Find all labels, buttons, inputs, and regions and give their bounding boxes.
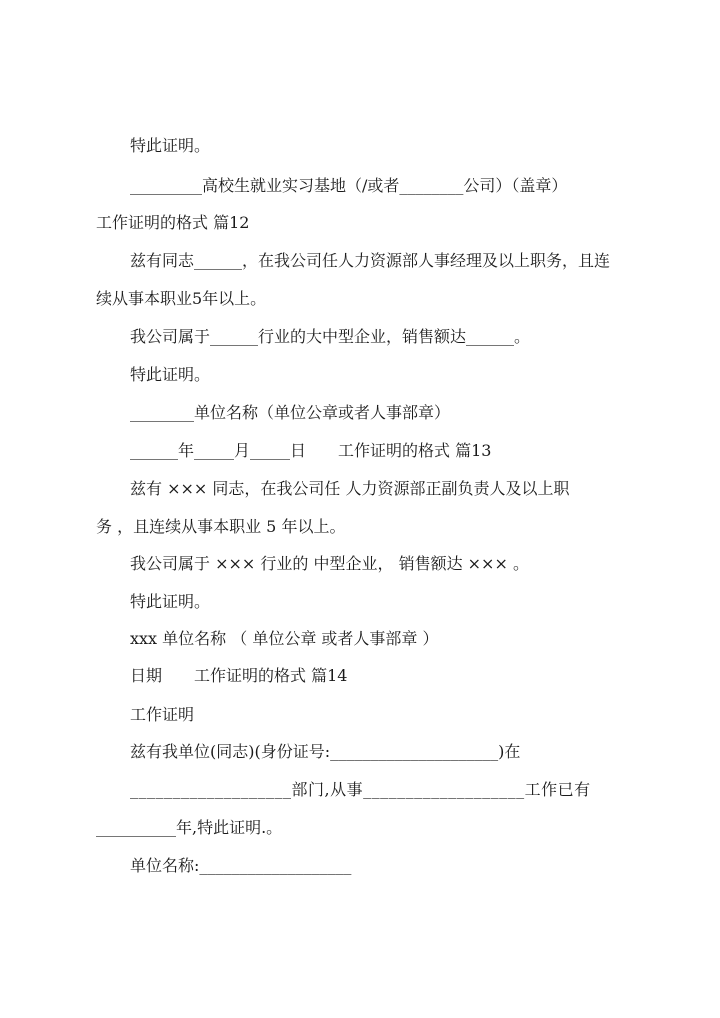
doc-line: 兹有 ××× 同志，在我公司任 人力资源部正副负责人及以上职 — [130, 479, 570, 498]
doc-line: xxx 单位名称 （ 单位公章 或者人事部章 ） — [130, 629, 439, 648]
doc-line: 务 ，且连续从事本职业 5 年以上。 — [96, 517, 346, 536]
doc-line: ___________________部门,从事___________________工作已有 — [130, 780, 591, 799]
doc-line: 特此证明。 — [130, 136, 211, 155]
doc-line: 日期 工作证明的格式 篇14 — [130, 666, 348, 685]
doc-line: 单位名称:___________________ — [130, 856, 352, 875]
doc-line: ______年_____月_____日 工作证明的格式 篇13 — [130, 441, 492, 460]
doc-line: 特此证明。 — [130, 365, 211, 384]
doc-line: 续从事本职业5年以上。 — [96, 289, 267, 308]
section-heading: 工作证明的格式 篇12 — [96, 213, 250, 232]
doc-line: 我公司属于______行业的大中型企业，销售额达______。 — [130, 327, 531, 346]
doc-line: 我公司属于 ××× 行业的 中型企业， 销售额达 ××× 。 — [130, 554, 529, 573]
doc-line: __________年,特此证明.。 — [96, 818, 283, 837]
doc-line: 工作证明 — [130, 705, 195, 724]
doc-line: ________单位名称（单位公章或者人事部章） — [130, 403, 451, 422]
doc-line: 兹有我单位(同志)(身份证号:_____________________)在 — [130, 742, 521, 761]
doc-line: 兹有同志______，在我公司任人力资源部人事经理及以上职务，且连 — [130, 251, 611, 270]
doc-line: _________高校生就业实习基地（/或者________公司）（盖章） — [130, 176, 568, 195]
doc-line: 特此证明。 — [130, 592, 211, 611]
